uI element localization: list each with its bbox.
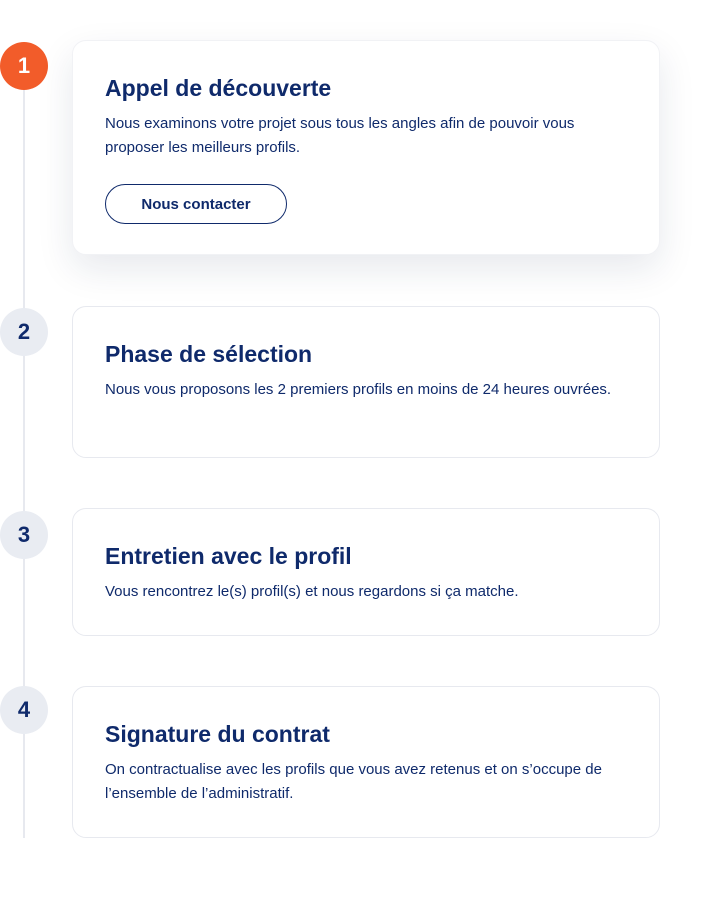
step-4-title: Signature du contrat bbox=[105, 721, 330, 747]
step-1-title: Appel de découverte bbox=[105, 75, 332, 101]
step-4-badge bbox=[0, 686, 48, 734]
step-4-text: On contractualise avec les profils que vous avez retenus et on s’occupe de l’ensemble de l’administratif. bbox=[105, 761, 602, 802]
step-4-number: 4 bbox=[17, 697, 31, 722]
contact-button[interactable]: Nous contacter bbox=[105, 184, 287, 224]
step-2-card bbox=[72, 306, 660, 458]
step-1-text: Nous examinons votre projet sous tous les angles afin de pouvoir vous proposer les meilleurs profils. bbox=[105, 115, 575, 156]
step-3-number: 3 bbox=[17, 522, 31, 547]
step-1-badge bbox=[0, 42, 48, 90]
step-2-title: Phase de sélection bbox=[105, 341, 313, 367]
step-1-card bbox=[72, 40, 660, 255]
step-2-text: Nous vous proposons les 2 premiers profils en moins de 24 heures ouvrées. bbox=[105, 381, 612, 398]
step-3-badge bbox=[0, 511, 48, 559]
step-3-text: Vous rencontrez le(s) profil(s) et nous regardons si ça matche. bbox=[105, 583, 519, 600]
step-3-card bbox=[72, 508, 660, 636]
step-3-title: Entretien avec le profil bbox=[105, 543, 352, 569]
step-4-card bbox=[72, 686, 660, 838]
step-1-number: 1 bbox=[17, 53, 31, 78]
step-2-number: 2 bbox=[17, 319, 31, 344]
step-2-badge bbox=[0, 308, 48, 356]
